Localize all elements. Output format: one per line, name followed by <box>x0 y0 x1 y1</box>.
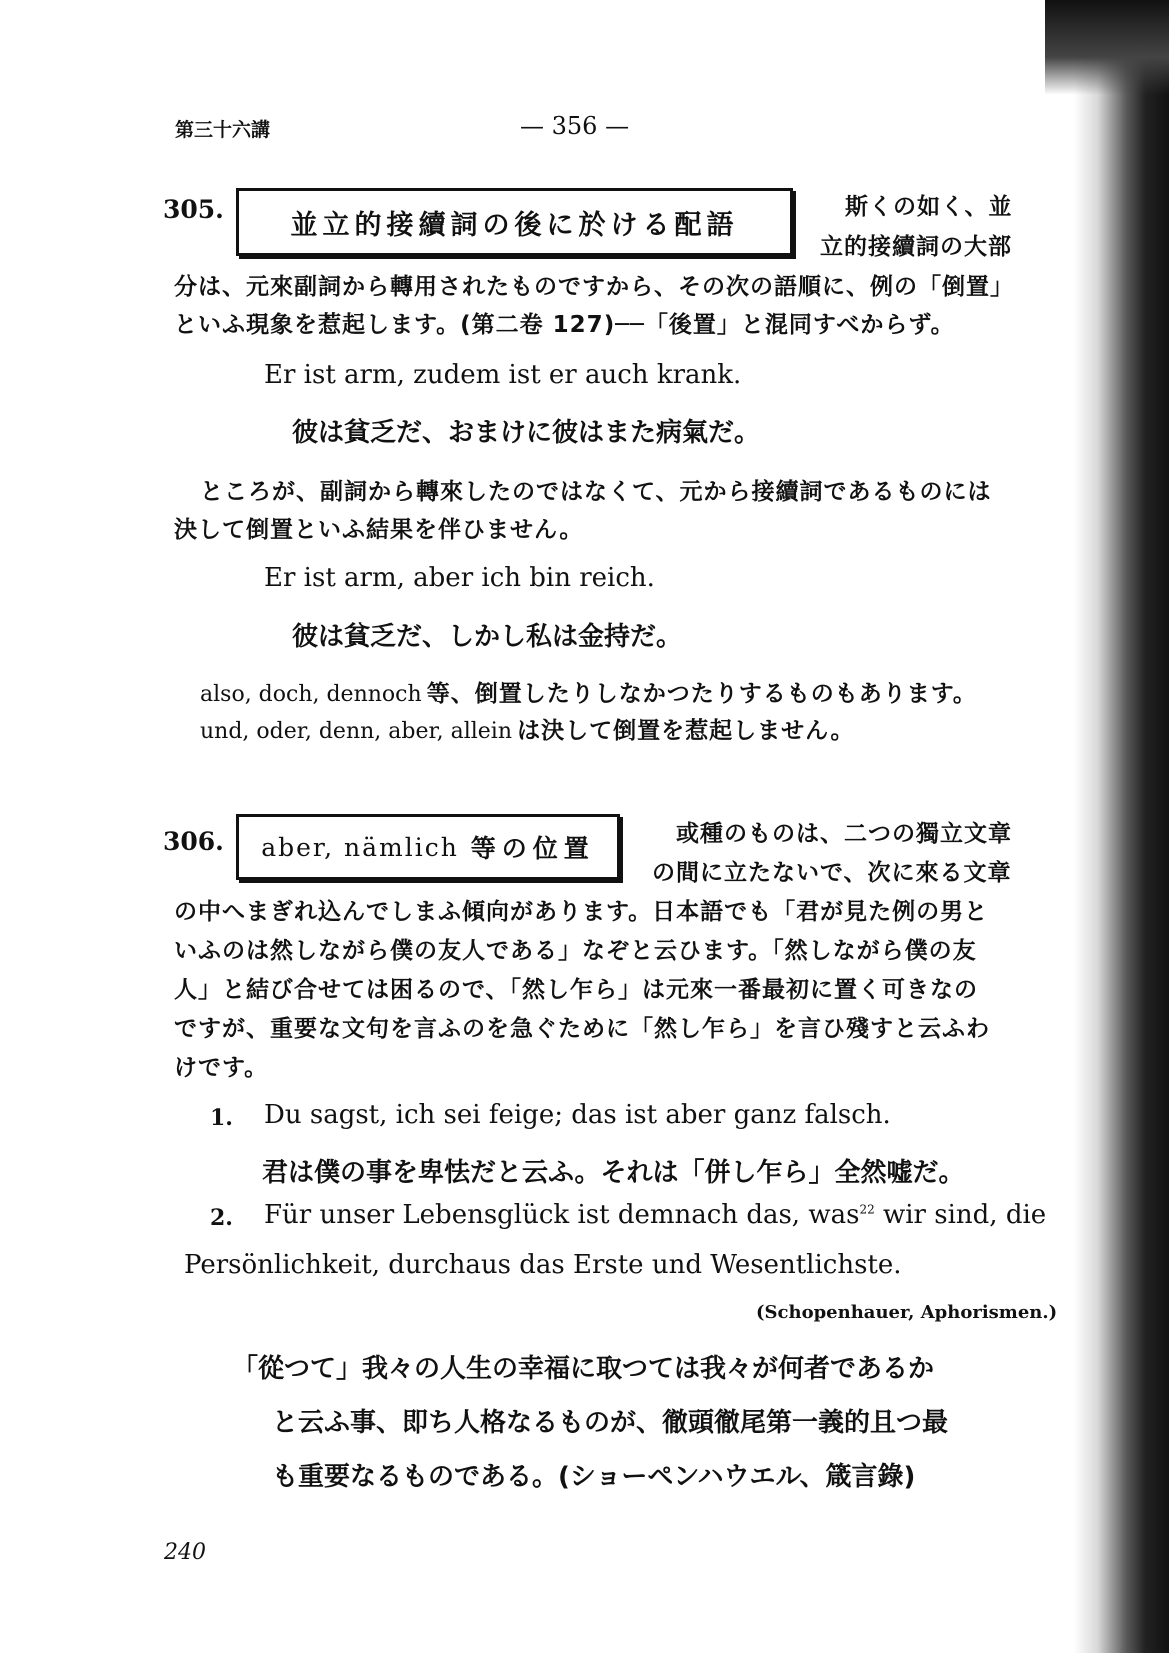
section-306-number: 306. <box>163 827 224 856</box>
section-305-title-box <box>236 188 793 256</box>
section-305-example-1-german: Er ist arm, zudem ist er auch krank. <box>264 360 742 390</box>
note-2-german-words: und, oder, denn, aber, allein <box>200 719 512 744</box>
section-305-example-1-japanese: 彼は貧乏だ、おまけに彼はまた病氣だ。 <box>292 418 761 448</box>
section-305-example-2-japanese: 彼は貧乏だ、しかし私は金持だ。 <box>292 622 683 652</box>
book-binding-shadow <box>1074 0 1169 1653</box>
example-2-japanese-line-2: と云ふ事、即ち人格なるものが、徹頭徹尾第一義的且つ最 <box>272 1408 949 1438</box>
section-305-number: 305. <box>163 195 224 224</box>
section-305-body-line-1: 分は、元來副詞から轉用されたものですから、その次の語順に、例の「倒置」 <box>174 274 1014 300</box>
section-306-body-line-4: ですが、重要な文句を言ふのを急ぐために「然し乍ら」を言ひ殘すと云ふわ <box>174 1016 990 1042</box>
section-306-side-line-2: の間に立たないで、次に來る文章 <box>652 860 1012 886</box>
section-305-side-line-1: 斯くの如く、並 <box>845 194 1013 220</box>
running-head-page-number: — 356 — <box>520 112 630 140</box>
section-305-note-1 <box>200 675 977 708</box>
section-306-example-1-german: Du sagst, ich sei feige; das ist aber ganz falsch. <box>264 1100 891 1130</box>
section-306-example-2-german-line-1 <box>264 1200 1046 1230</box>
section-306-title-german: aber, nämlich <box>261 832 459 862</box>
folio-number: 240 <box>164 1540 206 1565</box>
example-2-japanese-line-3: も重要なるものである。(ショーペンハウエル、箴言錄) <box>272 1462 916 1492</box>
example-2-number: 2. <box>210 1205 233 1231</box>
example-2-japanese-line-1: 「從つて」我々の人生の幸福に取つては我々が何者であるか <box>232 1354 935 1384</box>
section-305-mid-line-1: ところが、副詞から轉來したのではなくて、元から接續詞であるものには <box>200 479 992 505</box>
section-306-example-2-german-line-2: Persönlichkeit, durchaus das Erste und Wesentlichste. <box>184 1250 902 1280</box>
running-head-chapter: 第三十六講 <box>175 119 271 141</box>
section-306-body-line-1: の中へまぎれ込んでしまふ傾向があります。日本語でも「君が見た例の男と <box>174 899 989 925</box>
section-306-side-line-1: 或種のものは、二つの獨立文章 <box>676 821 1012 847</box>
note-1-german-words: also, doch, dennoch <box>200 682 422 707</box>
section-306-title-japanese: 等の位置 <box>470 834 595 863</box>
section-305-body-line-2: といふ現象を惹起します。(第二卷 127)──「後置」と混同すべからず。 <box>174 312 955 338</box>
section-306-body-line-2: いふのは然しながら僕の友人である」なぞと云ひます。「然しながら僕の友 <box>174 938 977 964</box>
section-306-example-1-japanese: 君は僕の事を卑怯だと云ふ。それは「併し乍ら」全然嘘だ。 <box>262 1158 965 1188</box>
section-306-title <box>239 817 617 877</box>
note-1-japanese: 等、倒置したりしなかつたりするものもあります。 <box>426 681 977 707</box>
section-306-body-line-3: 人」と結び合せては困るので、「然し乍ら」は元來一番最初に置く可きなの <box>174 977 979 1003</box>
section-306-title-box <box>236 814 620 880</box>
example-2-citation: (Schopenhauer, Aphorismen.) <box>756 1302 1058 1323</box>
footnote-marker: 22 <box>859 1202 875 1217</box>
note-2-japanese: は決して倒置を惹起しません。 <box>517 718 855 744</box>
section-305-example-2-german: Er ist arm, aber ich bin reich. <box>264 563 655 593</box>
section-306-body-line-5: けです。 <box>174 1055 269 1081</box>
section-305-side-line-2: 立的接續詞の大部 <box>820 234 1012 260</box>
example-1-number: 1. <box>210 1105 233 1131</box>
scan-corner-shadow <box>1045 0 1169 95</box>
section-305-title: 並立的接續詞の後に於ける配語 <box>290 209 739 241</box>
example-2-german-part-b: wir sind, die <box>882 1200 1047 1230</box>
section-305-mid-line-2: 決して倒置といふ結果を伴ひません。 <box>174 517 584 543</box>
example-2-german-part-a: Für unser Lebensglück ist demnach das, was <box>264 1200 860 1230</box>
section-305-note-2 <box>200 712 854 745</box>
